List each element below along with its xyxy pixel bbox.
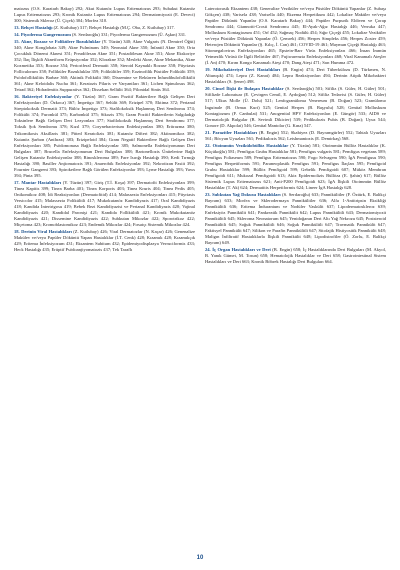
chapter-heading: 17. Mantar Hastalıkları — [14, 179, 62, 185]
index-entry — [14, 94, 195, 179]
entry-text: Laterotorasik Eksantem 438; Generalize Veziküler ve/veya Püstüler Döküntü Yapanlar (Z. Subaşı Gökçen) 438; Varisela 438; Varisella 440; Ekzema Herpetikum 442; Lokalize Maküler ve/veya Papüler Döküntü Yapanlar (O.S. Karatarh Bakay) 444; Papüler Purpurik Eldiven ve Çorap Sendromu 444; Giannotti-Crosti Sendromu 445; El-Ayak-Ağız Hastalığı 446; Verruka 447; Molluskum Kontagiozum 451; Orf 452; Sağmaç Nodülü 454; Sığır Çiçeği 455; Lokalize Veziküler ve/veya Püstüler Döküntü Yapanlar (Ö. Çemrek) 456; Herpes Simpleks 456; Herpes Zoster 459; Heterojen Döküntü Yapanlar (Ş. Kılıç, İ. Can) 461; COVID-19 461; Maymun Çiçeği Hastalığı 463; Sitomegalovirus Enfeksiyonları 465; Epstein-Barr Virüs Enfeksiyonları 466; İnsan İmmün Yetmezlik Virüsü ile İlgili Belirtiler 467; Fujiwarenzia Enfeksiyonları 468; Viral Kanamalı Ateşler (İ. An) 470; Kırım Kongo Kanamalı Ateşi 470; Dang Ateşi 471; Sarı Humma 472. — [205, 6, 386, 66]
index-entry — [14, 6, 195, 24]
chapter-heading: 23. Subkutan Yağ Dokusu Hastalıkları — [205, 191, 281, 197]
chapter-heading: 15. Akne, Rozase ve Folikülerr Bozukluklar — [14, 38, 101, 44]
chapter-heading: 14. Piyoderma Gangrenozum — [14, 31, 71, 37]
index-columns — [14, 6, 386, 551]
left-column — [14, 6, 195, 551]
entry-text: (S. Serdaroğlu) 633; Pannikülitler (F. Öztürk, E. Balikçi Bayram) 633; Morfea ve Sklerodermaya Pannikülitler 636; Alfa 1-Antitripsin Eksikliği Pannikülitli 636; Eritema İndurantum ve Nodüler Vaskülit 637; Lipodermatoskleroz 639; Enfeksiyöz Pannikülit 641; Pankreatik Pannikülit 642; Lupus Pannikülitli 643; Dermatomiyozit Pannikülitli 645; Skleroma Neonatorum 645; Yenidoğanın Deri Altı Yağ Nekrozu 645; Poststeroid Pannikülitli 645; Soğuk Pannikülitli 646; Soğuk Pannikülitli 647; Travmatik Pannikülit 647; Faktisyel Pannikülit 647; Silikon ve Parafin Pannikülitli 647; Sitofajik Histiyositik Pannikülit 648; Maligın İnfiltratif Hastalıklarla İlişkili Pannikülit 648; Lipodistrofiler (Ö. Zorlu, E. Balikçi Bayram) 649. — [205, 191, 386, 246]
index-entry — [205, 6, 386, 66]
index-entry — [205, 192, 386, 246]
chapter-heading: 24. İç Organ Hastalıkları ve Deri — [205, 247, 271, 253]
entry-text: (Y. Tüzün) 581; Otoimmün Büllöz Hastalıklar (K. Küçükoğlu) 581; Pemfigus Grubu Hastalıklar 581; Pemfigus vulgaris 581; Pemfigus vegetans 589; Pemfigus Foliaseum 589; Pemfigus Eritematozus 590; Fogo Selvagem 590; İgA Pemfigusu 590; Pemfigus Herpetiformis 591; Paraneoplastik Pemfigus 591; Pemfigus İlaçları 595; Pemfigoid Grubu Hastalıklar 599; Büllöz Pemfigoid 599; Gebelik Pemfigoidi 607; Müköz Membran Pemfigoidi 611; Mukozal Pemfigoidi 613; Akiz Epidermolizis Büllöza (E. Şahin) 617; Büllöz Sistemik Lupus Eritematozus 621; Anti-P200 Pemfigoidi 623; İgA İlişkili Otoimmün Büllöz Hastalıklar (T. Ak) 624; Dermatitis Herpetiformis 624; Lineer İgA Hastalığı 628. — [205, 142, 386, 190]
chapter-heading: 18. Derinin Viral Hastalıkları — [14, 229, 72, 235]
chapter-heading: 16. Bakteriyel Enfeksiyonlar — [14, 94, 73, 100]
index-entry — [14, 39, 195, 93]
entry-text: (Y. Tüzün) 397; Giriş (T.İ. Koşa) 397; Dermatofit Enfeksiyonları 399; Tinea Kapitis 399; Tinea Barba 401; Tinea Korporis 403; Tinea Kruris 404; Tinea Pedis 405; Onikomikoz 408; İdi Reaksiyonları (Dermatofitid) 414; Malassezia Enfeksiyonları 415; Pityriasis Versicolor 415; Malassezia Folikülitli 417; Mukokutanöz Kandidiyazis 417; Oral Kandidiyazis 418; Kandida İntertrigosu 419; Bebek Bezi Kandidiyazisi ve Perianal Kandidiyazis 420; Vajinal Kandidiyazis 420; Kandidal Paronişi 421; Kandida Follikülitli 421; Kronik Mukokutanöz Kandidiyazis 421; Dissemine Kandidiyazis 422; Subkutan Mikozlar 422; Sporotrikoz 422; Miçetoma 423; Kromoblastomikoz 423; Endemik Mikozlar 424; Fırsatçı Sistemik Mikozlar 424. — [14, 179, 195, 228]
chapter-heading: 13. Behçet Hastalığı — [14, 25, 53, 31]
entry-text: (S. Serdaroğlu) 331; Piyoderma Gangrenozum (Ü. Aşkın) 331. — [72, 31, 187, 37]
chapter-heading: 19. Mikobakteriyel Deri Hastalıkları — [205, 67, 281, 73]
entry-text: (Y. Tüzün) 367; Gram Pozitif Bakterilere Bağlı Gelişen Deri Enfeksiyonları (D. Özkoca) 367; İmpetigo 367; Selülit 369; Erizipel 370; Ektima 372; Perianal Streptokoksik Dermatit 373; Bülöz İmpetigo 373; Stafilokoksik Haşlanmış Deri Sendromu 374; Folikülit 374; Furonkül 375; Karbonkül 375; Sikozis 376; Gram Pozitif Bakterilerin Salgıladığı Toksinlere Bağlı Gelişen Deri Lezyonları 377; Stafilokoksik Haşlanmış Deri Sendromu 377; Toksik Şok Sendromu 378; Kızıl 379; Corynebacterium Enfeksiyonları 380; Eritrazma 380; Trikomikosis Aksillaris 381; Pitted Keratolizis 381; Kutanöz Difteri 382; Aktinomikoz 382; Kutanöz Şarbon (Anthrax) 383; Erizipeloid 384; Gram Negatif Bakterilere Bağlı Gelişen Deri Enfeksiyonları 385; Psödomonasa Bağlı Enfeksiyonlar 385; Salmonella Enfeksiyonunun Deri Bulguları 387; Brucella Enfeksiyonunun Deri Bulguları 388; Bartonellozis Ünitelerine Bağlı Gelişen Kutanöz Enfeksiyonlar 388; Rinoskleroma 389; Fare Isırığı Hastalığı 390; Kedi Tırmığı Hastalığı 390; Basiller Anjiomatozis 391; Anaerobik Enfeksiyonlar 392; Nekrotizan Fasiit 392; Fournier Gangreni 393; Spiroketlere Bağlı Görülen Enfeksiyonlar 393; Lyme Hastalığı 393; Yaws 394; Pinta 395. — [14, 94, 196, 178]
page-number: 10 — [196, 555, 204, 561]
index-entry — [205, 247, 386, 265]
entry-text: matozus (O.S. Karatarh Bakay) 292; Akut Kutanöz Lupus Eritematozus 293; Subakut Kutanöz Lupus Eritematozus 293; Kronik Kutanöz Lupus Eritematozus 294; Dermatomiyozit (E. Deveci) 300; Sistemik Skleroz (Ü. Çiçek) 304; Morfea 310. — [14, 6, 195, 24]
index-entry — [205, 143, 386, 191]
index-entry — [205, 130, 386, 142]
index-entry — [14, 32, 195, 38]
index-entry — [14, 229, 195, 253]
entry-text: (S. Serdaroğlu) 501; Sifiliz (S. Güler, H. Güler) 501; Sifilizde Laboratuar (E. Çevirgen Cemil, E. Aydoğan) 512; Sifiliz Tedavisi (S. Güler, H. Güler) 517; Ulkus Molle (Ü. Dolu) 521; Lenfogranüloma Venereum (B. Doğan) 523; Granülomo İnguinale (B. Ormaı Kurt) 525; Genital Herpes (B. Başyulu) 528; Genital Molluskum Kontagiozum (F. Canbulat) 531; Anogenital HPV Enfeksiyonları (E. Güngör) 533; AIDS ve Dermatolojik Bulgular (B. Sevimli Dikicier) 539; Pedikulozis Pubis (B. Doğan); Uyuz 544; Gonore (D. Akpolat) 546; Genital Mantolar (G. Kına) 547. — [205, 86, 386, 128]
index-entry — [14, 25, 195, 31]
chapter-heading: 21. Parazitler Hastalıkları — [205, 129, 258, 135]
index-entry — [205, 67, 386, 85]
entry-text: (B. Engin) 474; Deri Tüberkülozu (D. Türkmen, N. Altunışık) 474; Lepra (Z. Kanat) 484; Lepra Reaksiyonları 494; Derinin Atipik Mikobakteri Hastalıkları (S. Şener) 498. — [205, 67, 386, 85]
chapter-heading: 20. Cinsel İlişki ile Bulaşan Hastalıklar — [205, 86, 284, 92]
index-entry — [205, 86, 386, 128]
chapter-heading: 22. Otoimmün Vezikülobüllöz Hastalıklar — [205, 142, 289, 148]
entry-text: (B. Engin) 552; Skabiyez (D. Bayramgürler) 552; Tahtalı Uyuzları 561; Böcyan Uyuzları 561; Pedikulozis 562; Leishmaniozis (E. Demirkaş) 568. — [205, 129, 386, 141]
index-entry — [14, 180, 195, 228]
entry-text: (Y. Tüzün) 340; Akne Vulgaris (N. Demirel Öğüt) 340; Akne Konglobata 349; Akne Fulminans 349; Neonatal Akne 350; İnfantil Akne 350; Orta Çocukluk Dönemi Aknesi 351; Preadölesan Akne 351; Postadölesan Akne 351; Akne Ekskoriye 352; İlaç İlişkili Akneiform Erüpsiyonlar 352; Klorakne 352; Mesleki Akne, Akne Mekanika, Akne Kozmetika 353; Rozase 354; Perioriferal Dermatit 358; Steroid Kaynaklı Rozase 358; Pityriasis Folliculorum 358; Folliküler Bozukluklar 359; Folikülitler 359; Eozinofilik Püstüler Folikülit 359; Psödofollikülitis Barbae 360; Aktinik Folikülit 360; Dissemine ve Rekürren İnfundibulofollikülit 361; Akne Keloidalis Nucha 361; Keratozis Pilaris ve Varyantları 361; Lichen Spinulosus 362; Tetrad 362; Hidradenitis Suppurativa 362; Dissekan Sellülit 364; Pilonidal Sinüs 364. — [14, 38, 196, 93]
entry-text: (Z. Kutlubay) 317; Behçet Hastalığı (M.Ç. Oba, Z. Kutlubay) 317. — [53, 25, 175, 31]
entry-text: (B. Engin) 658; İç Hastalıklarında Deri Bulguları (M. Akyol, B. Yanık Gümet, M. Tosun) 658; Hematolojik Hastalıklar ve Deri 658; Gastrointestinal Sistem Hastalıkları ve Deri 663; Kronik Böbrek Hastalığı Deri Bulguları 664. — [205, 247, 386, 265]
right-column — [205, 6, 386, 551]
entry-text: (Z. Kutlubay) 426; Viral Dermatozlar (N. Kaçar) 426; Genenalize Makülev ve/veya Papüler Döküntü Yapan Hastalıklar (İ.T. Cenk) 428; Kızamık 428; Kızamıkçık 429; Eritema İnfeksiyozum 431; Eksantem Subitum 432; Epidemiyodisplazya Verruciformis 433; Heck Hastalığı 435; Erüptif Psödoanjiyomatozis 437; Tek Taraflı — [14, 229, 195, 253]
